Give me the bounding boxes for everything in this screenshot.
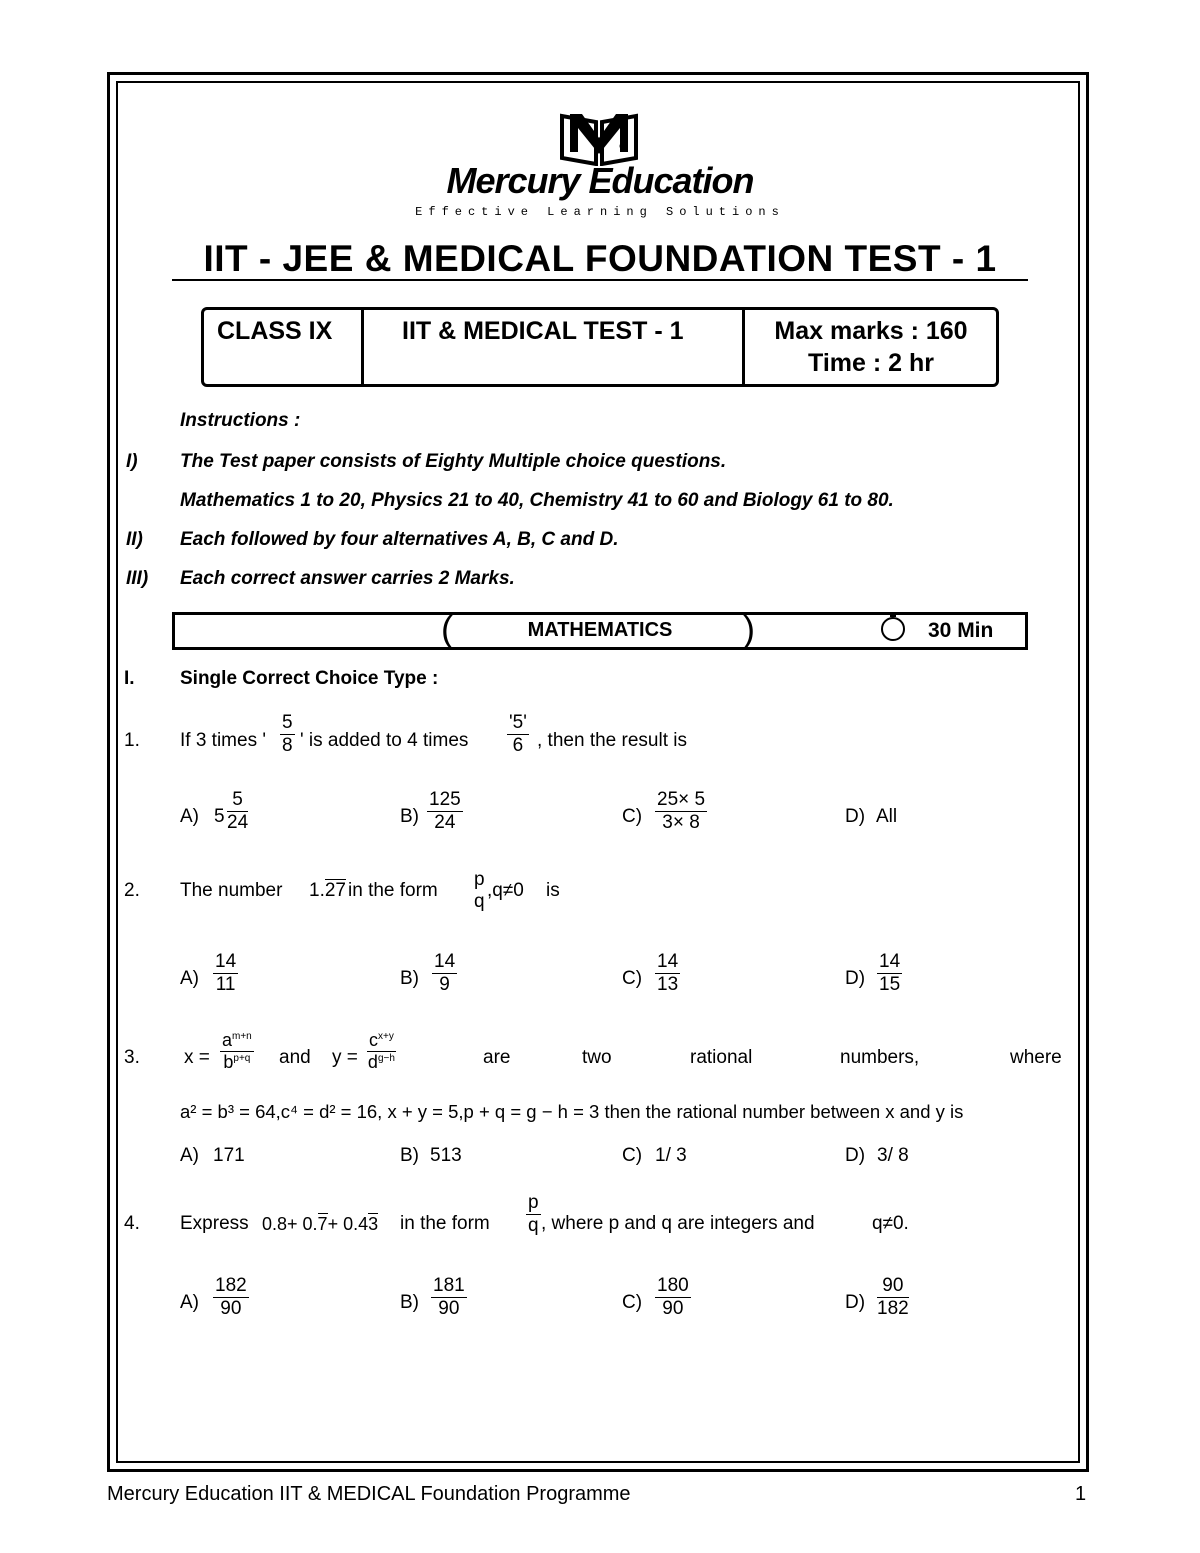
equation-lhs: y = bbox=[332, 1047, 358, 1068]
denominator: q bbox=[528, 1215, 539, 1236]
fraction bbox=[367, 1030, 396, 1073]
question-text: numbers, bbox=[840, 1047, 920, 1068]
fraction bbox=[655, 789, 707, 834]
time-allowed: Time : 2 hr bbox=[808, 349, 934, 377]
exponent: p+q bbox=[233, 1053, 251, 1064]
option-label: A) bbox=[180, 806, 199, 827]
denominator: 90 bbox=[662, 1298, 684, 1319]
exponent: g−h bbox=[377, 1053, 395, 1064]
fraction bbox=[220, 1030, 254, 1073]
numerator: 25× 5 bbox=[657, 789, 706, 810]
fraction bbox=[507, 712, 529, 757]
question-number: 3. bbox=[124, 1047, 140, 1068]
option-text: All bbox=[876, 806, 898, 827]
page-inner-border bbox=[116, 81, 1080, 1463]
option-text: 1/ 3 bbox=[655, 1145, 687, 1166]
option-label: B) bbox=[400, 968, 419, 989]
option-label: B) bbox=[400, 806, 419, 827]
fraction bbox=[213, 951, 238, 996]
option-label: A) bbox=[180, 1145, 199, 1166]
right-bracket-icon: ) bbox=[743, 608, 755, 649]
question-text: then the rational number between x and y is bbox=[599, 1101, 964, 1122]
option-label: D) bbox=[845, 1292, 866, 1313]
fraction bbox=[877, 951, 902, 996]
page-title: IIT - JEE & MEDICAL FOUNDATION TEST - 1 bbox=[203, 238, 997, 279]
option-label: B) bbox=[400, 1145, 419, 1166]
section-time: 30 Min bbox=[928, 619, 994, 642]
numerator: 14 bbox=[879, 951, 901, 972]
expression-part: 0.8+ 0. bbox=[262, 1214, 318, 1234]
question-number: 4. bbox=[124, 1213, 140, 1234]
question-text bbox=[180, 1101, 963, 1123]
denominator: 6 bbox=[512, 735, 524, 756]
repeating-digit: 7 bbox=[317, 1214, 328, 1234]
numerator: 181 bbox=[433, 1275, 465, 1296]
numerator: 14 bbox=[434, 951, 456, 972]
section-title: MATHEMATICS bbox=[527, 619, 673, 641]
question-text: two bbox=[582, 1047, 612, 1068]
numerator: 180 bbox=[657, 1275, 689, 1296]
option-label: C) bbox=[622, 968, 643, 989]
equation-lhs: x = bbox=[184, 1047, 210, 1068]
numerator: 125 bbox=[429, 789, 461, 810]
option-label: A) bbox=[180, 1292, 199, 1313]
base: a bbox=[222, 1030, 233, 1050]
repeating-digit: 3 bbox=[368, 1214, 379, 1234]
denominator: 13 bbox=[657, 974, 679, 995]
instruction-text: Mathematics 1 to 20, Physics 21 to 40, Chemistry 41 to 60 and Biology 61 to 80. bbox=[180, 490, 894, 511]
instructions-heading: Instructions : bbox=[180, 410, 301, 431]
left-bracket-icon: ( bbox=[441, 608, 453, 649]
part-title: Single Correct Choice Type : bbox=[180, 668, 439, 689]
fraction bbox=[427, 789, 463, 834]
option-label: D) bbox=[845, 1145, 866, 1166]
numerator: p bbox=[474, 869, 485, 890]
fraction bbox=[280, 712, 295, 757]
test-label: IIT & MEDICAL TEST - 1 bbox=[402, 317, 684, 345]
denominator: q bbox=[474, 891, 485, 912]
book-logo-icon bbox=[556, 108, 642, 166]
fraction bbox=[472, 869, 487, 913]
question-text: where bbox=[1010, 1047, 1062, 1068]
max-marks: Max marks : 160 bbox=[774, 317, 968, 345]
fraction bbox=[526, 1192, 541, 1237]
numerator: p bbox=[528, 1192, 539, 1213]
option-label: D) bbox=[845, 806, 866, 827]
fraction bbox=[432, 951, 457, 996]
denominator bbox=[220, 1052, 254, 1073]
option-label: C) bbox=[622, 1292, 643, 1313]
condition: a² = b³ = 64,c⁴ = d² = 16, x + y = 5,p + q = g − h = 3 bbox=[180, 1101, 600, 1122]
option-label: C) bbox=[622, 1145, 643, 1166]
fraction bbox=[877, 1275, 909, 1320]
fraction bbox=[227, 789, 248, 834]
exponent: x+y bbox=[378, 1031, 394, 1042]
repeating-digits: 27 bbox=[324, 880, 346, 901]
condition: ,q≠0 bbox=[487, 880, 524, 901]
question-text: in the form bbox=[348, 880, 438, 901]
decimal-expression bbox=[262, 1214, 378, 1235]
instruction-text: Each followed by four alternatives A, B, C and D. bbox=[180, 529, 619, 550]
integer-part: 1. bbox=[309, 880, 325, 901]
denominator: 24 bbox=[227, 812, 249, 833]
instruction-text: The Test paper consists of Eighty Multiple choice questions. bbox=[180, 451, 727, 472]
option-text: 513 bbox=[430, 1145, 462, 1166]
numerator: 5 bbox=[282, 712, 293, 733]
numerator bbox=[367, 1030, 396, 1052]
logo-tagline: Effective Learning Solutions bbox=[415, 205, 785, 219]
stopwatch-icon bbox=[881, 617, 905, 641]
base: b bbox=[223, 1052, 234, 1072]
option-label: A) bbox=[180, 968, 199, 989]
title-underline bbox=[172, 279, 1028, 281]
option-label: B) bbox=[400, 1292, 419, 1313]
question-text: are bbox=[483, 1047, 511, 1068]
logo-wordmark: Mercury Education bbox=[446, 160, 754, 201]
conjunction: and bbox=[279, 1047, 311, 1068]
numerator: 90 bbox=[877, 1275, 909, 1298]
numerator bbox=[220, 1030, 254, 1052]
numerator: 14 bbox=[657, 951, 679, 972]
option-label: D) bbox=[845, 968, 866, 989]
base: d bbox=[367, 1052, 378, 1072]
question-text: is bbox=[546, 880, 560, 901]
question-text: in the form bbox=[400, 1213, 490, 1234]
question-text: Express bbox=[180, 1213, 249, 1234]
option-text: 171 bbox=[213, 1145, 245, 1166]
instruction-number: I) bbox=[126, 451, 138, 472]
option-text: 3/ 8 bbox=[877, 1145, 909, 1166]
class-label: CLASS IX bbox=[217, 317, 333, 345]
numerator: 14 bbox=[215, 951, 237, 972]
denominator: 11 bbox=[215, 974, 236, 995]
numerator: '5' bbox=[509, 712, 527, 733]
fraction bbox=[655, 951, 680, 996]
instruction-number: III) bbox=[126, 568, 149, 589]
instruction-number: II) bbox=[126, 529, 143, 550]
exponent: m+n bbox=[232, 1031, 252, 1042]
condition: q≠0. bbox=[872, 1213, 909, 1234]
info-divider bbox=[361, 307, 364, 387]
mixed-number-whole: 5 bbox=[214, 806, 225, 827]
option-label: C) bbox=[622, 806, 643, 827]
question-text: rational bbox=[690, 1047, 753, 1068]
fraction bbox=[213, 1275, 249, 1320]
expression-part: + 0.4 bbox=[327, 1214, 369, 1234]
denominator: 3× 8 bbox=[662, 812, 700, 833]
denominator: 90 bbox=[220, 1298, 242, 1319]
instruction-text: Each correct answer carries 2 Marks. bbox=[180, 568, 515, 589]
part-number: I. bbox=[124, 668, 135, 689]
numerator: 5 bbox=[227, 789, 248, 812]
question-number: 1. bbox=[124, 730, 140, 751]
denominator: 8 bbox=[282, 735, 293, 756]
question-number: 2. bbox=[124, 880, 140, 901]
page-number: 1 bbox=[1075, 1483, 1087, 1505]
question-text: , then the result is bbox=[537, 730, 687, 751]
question-text: , where p and q are integers and bbox=[541, 1213, 815, 1234]
denominator: 90 bbox=[438, 1298, 460, 1319]
denominator: 9 bbox=[439, 974, 450, 995]
denominator: 15 bbox=[879, 974, 901, 995]
footer-text: Mercury Education IIT & MEDICAL Foundation Programme bbox=[107, 1483, 631, 1505]
question-text: The number bbox=[180, 880, 283, 901]
numerator: 182 bbox=[215, 1275, 247, 1296]
question-text: ' is added to 4 times bbox=[300, 730, 469, 751]
denominator: 182 bbox=[877, 1298, 909, 1319]
recurring-decimal bbox=[309, 880, 346, 902]
base: c bbox=[369, 1030, 378, 1050]
info-divider bbox=[742, 307, 745, 387]
fraction bbox=[655, 1275, 691, 1320]
denominator: 24 bbox=[434, 812, 456, 833]
denominator bbox=[367, 1052, 396, 1073]
question-text: If 3 times ' bbox=[180, 730, 266, 751]
fraction bbox=[431, 1275, 467, 1320]
